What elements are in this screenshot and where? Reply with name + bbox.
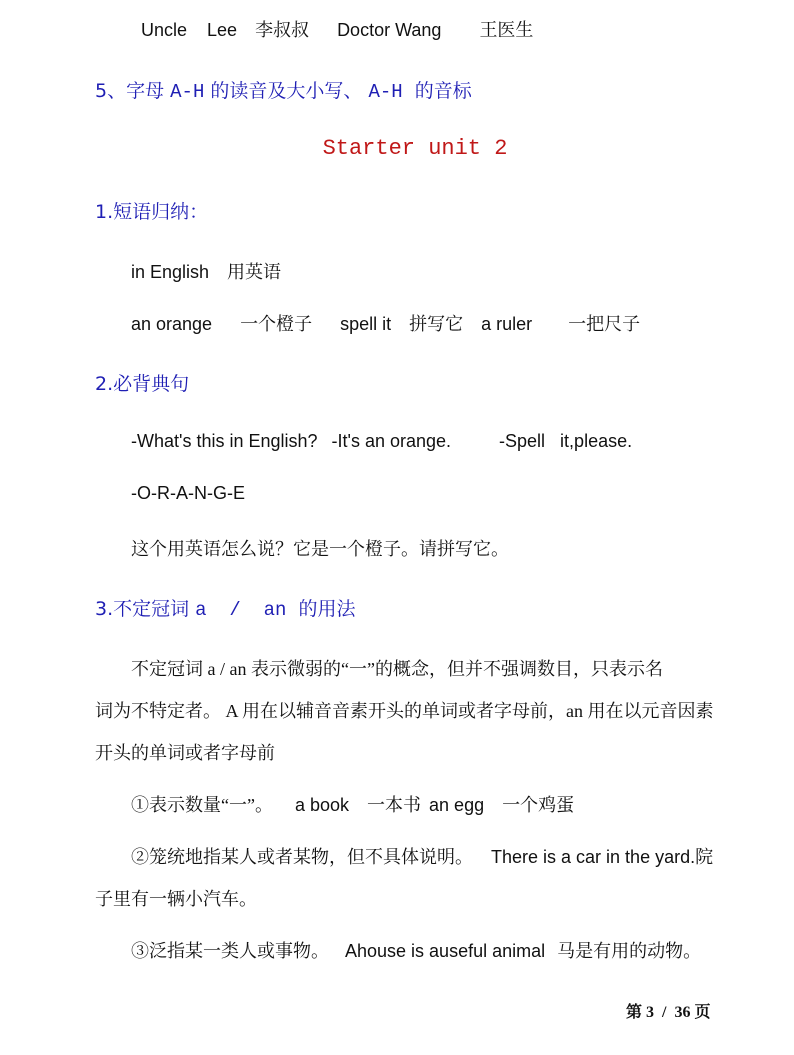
section-3-code: a / an: [195, 599, 287, 621]
usage-1: [131, 791, 574, 817]
section-3-prefix: 3.不定冠词: [95, 598, 196, 620]
usage-3: [131, 937, 701, 963]
usage-2-en: There is a car in the yard.: [491, 847, 696, 867]
phrase-en: spell it: [340, 314, 392, 334]
phrase-cn: 一把尺子: [568, 314, 641, 334]
translation-line: 这个用英语怎么说？它是一个橙子。请拼写它。: [131, 539, 509, 559]
phrase-row-1: [131, 258, 281, 284]
item-5-heading: [95, 76, 472, 103]
usage-3-cn: ③泛指某一类人或事物。: [131, 941, 329, 961]
usage-2-cn: ②笼统地指某人或者某物，但不具体说明。: [131, 847, 473, 867]
sentence-spell: -Spell it,please.: [499, 431, 633, 451]
usage-1-ex2-en: an egg: [429, 795, 485, 815]
usage-3-translation: 马是有用的动物。: [557, 941, 702, 961]
term-doctor-wang: Doctor Wang: [337, 20, 442, 40]
phrase-row-2: [131, 310, 640, 336]
phrase-cn: 用英语: [227, 262, 282, 282]
page-number: 第 3 / 36 页: [626, 1004, 711, 1021]
section-2-heading: 2.必背典句: [95, 373, 190, 395]
section-3-suffix: 的用法: [286, 598, 356, 620]
section-1-heading: 1.短语归纳：: [95, 201, 209, 223]
usage-1-cn: ①表示数量“一”。: [131, 795, 273, 815]
usage-2-tail: 院: [695, 847, 714, 867]
paragraph-line: 不定冠词 a / an 表示微弱的“一”的概念，但并不强调数目，只表示名: [131, 659, 663, 679]
phrase-cn: 拼写它: [409, 314, 464, 334]
term-uncle-lee: Uncle Lee: [141, 20, 238, 40]
phrase-cn: 一个橙子: [240, 314, 313, 334]
term-doctor-wang-cn: 王医生: [479, 20, 534, 40]
phrase-en: an orange: [131, 314, 213, 334]
paragraph-line: 词为不特定者。 A 用在以辅音音素开头的单词或者字母前，an 用在以元音因素: [95, 701, 714, 721]
item-5-code1: A-H: [170, 81, 205, 103]
paragraph-line: 开头的单词或者字母前: [95, 743, 275, 763]
usage-1-ex1-en: a book: [294, 795, 350, 815]
sentence-answer: -It's an orange.: [331, 431, 452, 451]
usage-2: [131, 843, 713, 869]
sentence-row: [131, 431, 632, 452]
sentence-question: -What's this in English?: [131, 431, 318, 451]
spelling-line: -O-R-A-N-G-E: [131, 483, 245, 503]
usage-3-en: Ahouse is auseful animal: [345, 941, 546, 961]
phrase-en: in English: [131, 262, 210, 282]
item-5-code2: A-H: [368, 81, 403, 103]
item-5-mid: 的读音及大小写、: [204, 80, 369, 102]
usage-1-ex2-cn: 一个鸡蛋: [502, 795, 575, 815]
item-5-prefix: 5、字母: [95, 80, 171, 102]
item-5-suffix: 的音标: [402, 80, 472, 102]
phrase-en: a ruler: [481, 314, 533, 334]
unit-title: Starter unit 2: [322, 136, 508, 161]
term-uncle-lee-cn: 李叔叔: [255, 20, 310, 40]
section-3-heading: [95, 594, 355, 621]
vocab-row: [141, 16, 533, 42]
usage-2-line-2: 子里有一辆小汽车。: [95, 889, 257, 909]
usage-1-ex1-cn: 一本书: [367, 795, 422, 815]
